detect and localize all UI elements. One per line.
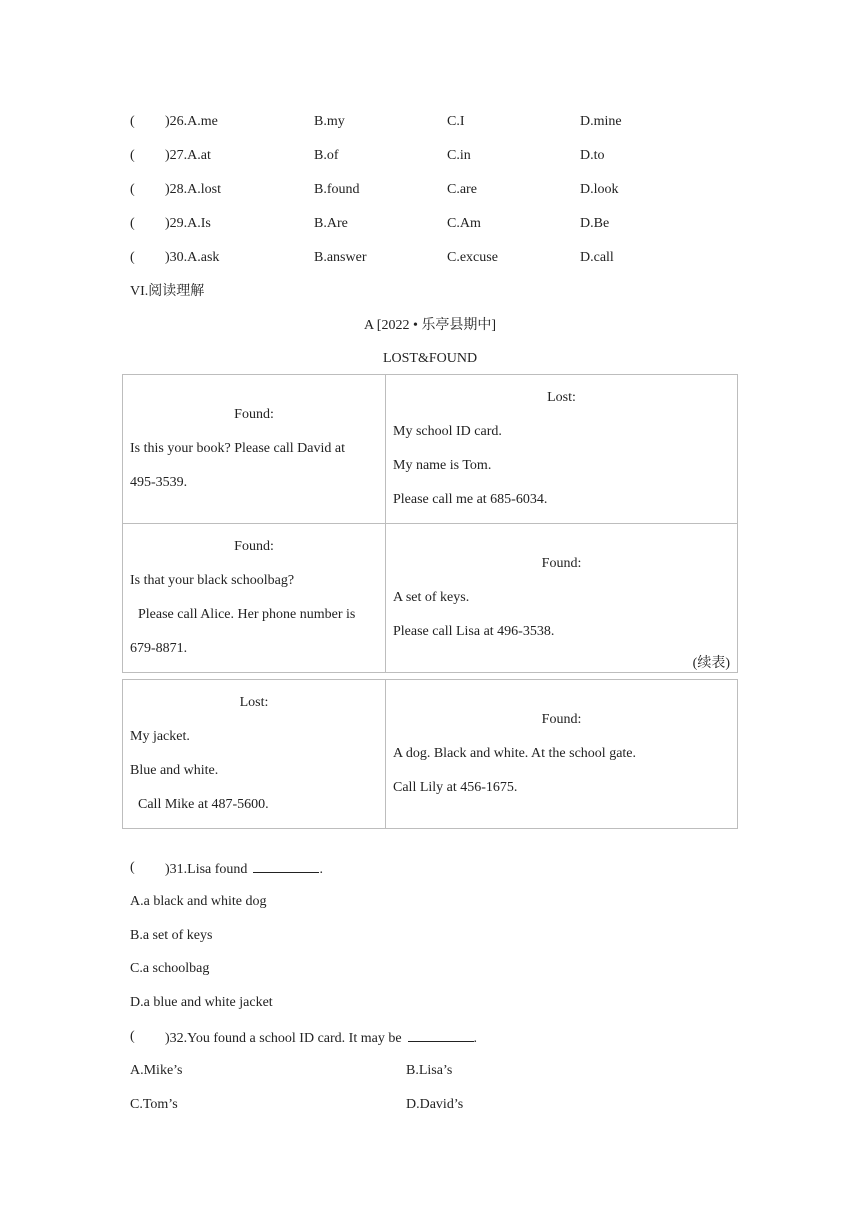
option-c: C.a schoolbag xyxy=(130,961,210,976)
answer-blank xyxy=(408,1028,474,1042)
answer-paren: ( xyxy=(130,860,135,875)
notice-cell xyxy=(123,375,386,524)
mc-question-28 xyxy=(130,181,730,199)
notice-cell xyxy=(386,375,738,524)
option-d: D.David’s xyxy=(406,1097,464,1112)
question-text: )32.You found a school ID card. It may be xyxy=(165,1031,402,1046)
table-row xyxy=(123,524,738,673)
notice-line: Call Lily at 456-1675. xyxy=(393,780,518,795)
option-a: )26.A.me xyxy=(165,114,218,129)
option-d: D.a blue and white jacket xyxy=(130,995,273,1010)
option-d: D.to xyxy=(580,148,605,163)
mc-question-29 xyxy=(130,215,730,233)
option-b: B.answer xyxy=(314,250,367,265)
option-d: D.Be xyxy=(580,216,610,231)
option-b: B.of xyxy=(314,148,339,163)
question-stem xyxy=(165,859,323,879)
option-a: )27.A.at xyxy=(165,148,211,163)
notice-heading: Found: xyxy=(234,539,274,554)
notice-line: My school ID card. xyxy=(393,424,502,439)
option-b: B.found xyxy=(314,182,360,197)
option-c: C.are xyxy=(447,182,477,197)
option-a: )28.A.lost xyxy=(165,182,221,197)
option-c: C.Am xyxy=(447,216,481,231)
option-b: B.Are xyxy=(314,216,348,231)
answer-paren: ( xyxy=(130,250,135,265)
answer-paren: ( xyxy=(130,148,135,163)
notice-line: 495-3539. xyxy=(130,475,188,490)
notice-line: My jacket. xyxy=(130,729,190,744)
notice-heading: Lost: xyxy=(239,695,269,710)
question-end: . xyxy=(473,1031,478,1046)
notice-line: Please call Alice. Her phone number is xyxy=(138,607,356,622)
question-stem xyxy=(165,1028,477,1048)
answer-paren: ( xyxy=(130,182,135,197)
notice-line: A dog. Black and white. At the school gate. xyxy=(393,746,637,761)
table-row xyxy=(123,680,738,829)
lost-found-table xyxy=(122,374,738,673)
passage-source: A [2022 • 乐亭县期中] xyxy=(363,318,497,333)
question-text: )31.Lisa found xyxy=(165,862,248,877)
lost-found-table-continued xyxy=(122,679,738,829)
option-d: D.look xyxy=(580,182,619,197)
question-end: . xyxy=(319,862,323,877)
continued-label: (续表) xyxy=(692,656,730,671)
notice-line: Call Mike at 487-5600. xyxy=(138,797,269,812)
notice-line: 679-8871. xyxy=(130,641,188,656)
notice-line: Blue and white. xyxy=(130,763,219,778)
notice-heading: Found: xyxy=(541,712,582,727)
table-row xyxy=(123,375,738,524)
notice-line: Is this your book? Please call David at xyxy=(130,441,346,456)
answer-paren: ( xyxy=(130,1029,135,1044)
option-d: D.call xyxy=(580,250,614,265)
answer-paren: ( xyxy=(130,216,135,231)
notice-line: My name is Tom. xyxy=(393,458,492,473)
notice-cell xyxy=(386,524,738,673)
answer-blank xyxy=(253,859,319,873)
option-b: B.a set of keys xyxy=(130,928,213,943)
question-32 xyxy=(130,1028,730,1046)
section-title: VI.阅读理解 xyxy=(130,284,205,299)
option-d: D.mine xyxy=(580,114,622,129)
option-c: C.I xyxy=(447,114,465,129)
notice-line: Please call Lisa at 496-3538. xyxy=(393,624,555,639)
notice-cell xyxy=(386,680,738,829)
notice-title: LOST&FOUND xyxy=(382,351,478,366)
mc-question-26 xyxy=(130,113,730,131)
option-c: C.excuse xyxy=(447,250,498,265)
notice-heading: Found: xyxy=(541,556,582,571)
mc-question-30 xyxy=(130,249,730,267)
notice-heading: Lost: xyxy=(547,390,576,405)
notice-line: Please call me at 685-6034. xyxy=(393,492,548,507)
option-a: )30.A.ask xyxy=(165,250,220,265)
notice-cell xyxy=(123,680,386,829)
notice-heading: Found: xyxy=(234,407,274,422)
option-c: C.in xyxy=(447,148,471,163)
notice-line: Is that your black schoolbag? xyxy=(130,573,295,588)
notice-line: A set of keys. xyxy=(393,590,470,605)
mc-question-27 xyxy=(130,147,730,165)
option-b: B.my xyxy=(314,114,345,129)
option-a: )29.A.Is xyxy=(165,216,211,231)
notice-cell xyxy=(123,524,386,673)
answer-paren: ( xyxy=(130,114,135,129)
option-b: B.Lisa’s xyxy=(406,1063,453,1078)
question-31 xyxy=(130,859,730,877)
option-c: C.Tom’s xyxy=(130,1097,178,1112)
option-a: A.Mike’s xyxy=(130,1063,183,1078)
option-a: A.a black and white dog xyxy=(130,894,267,909)
